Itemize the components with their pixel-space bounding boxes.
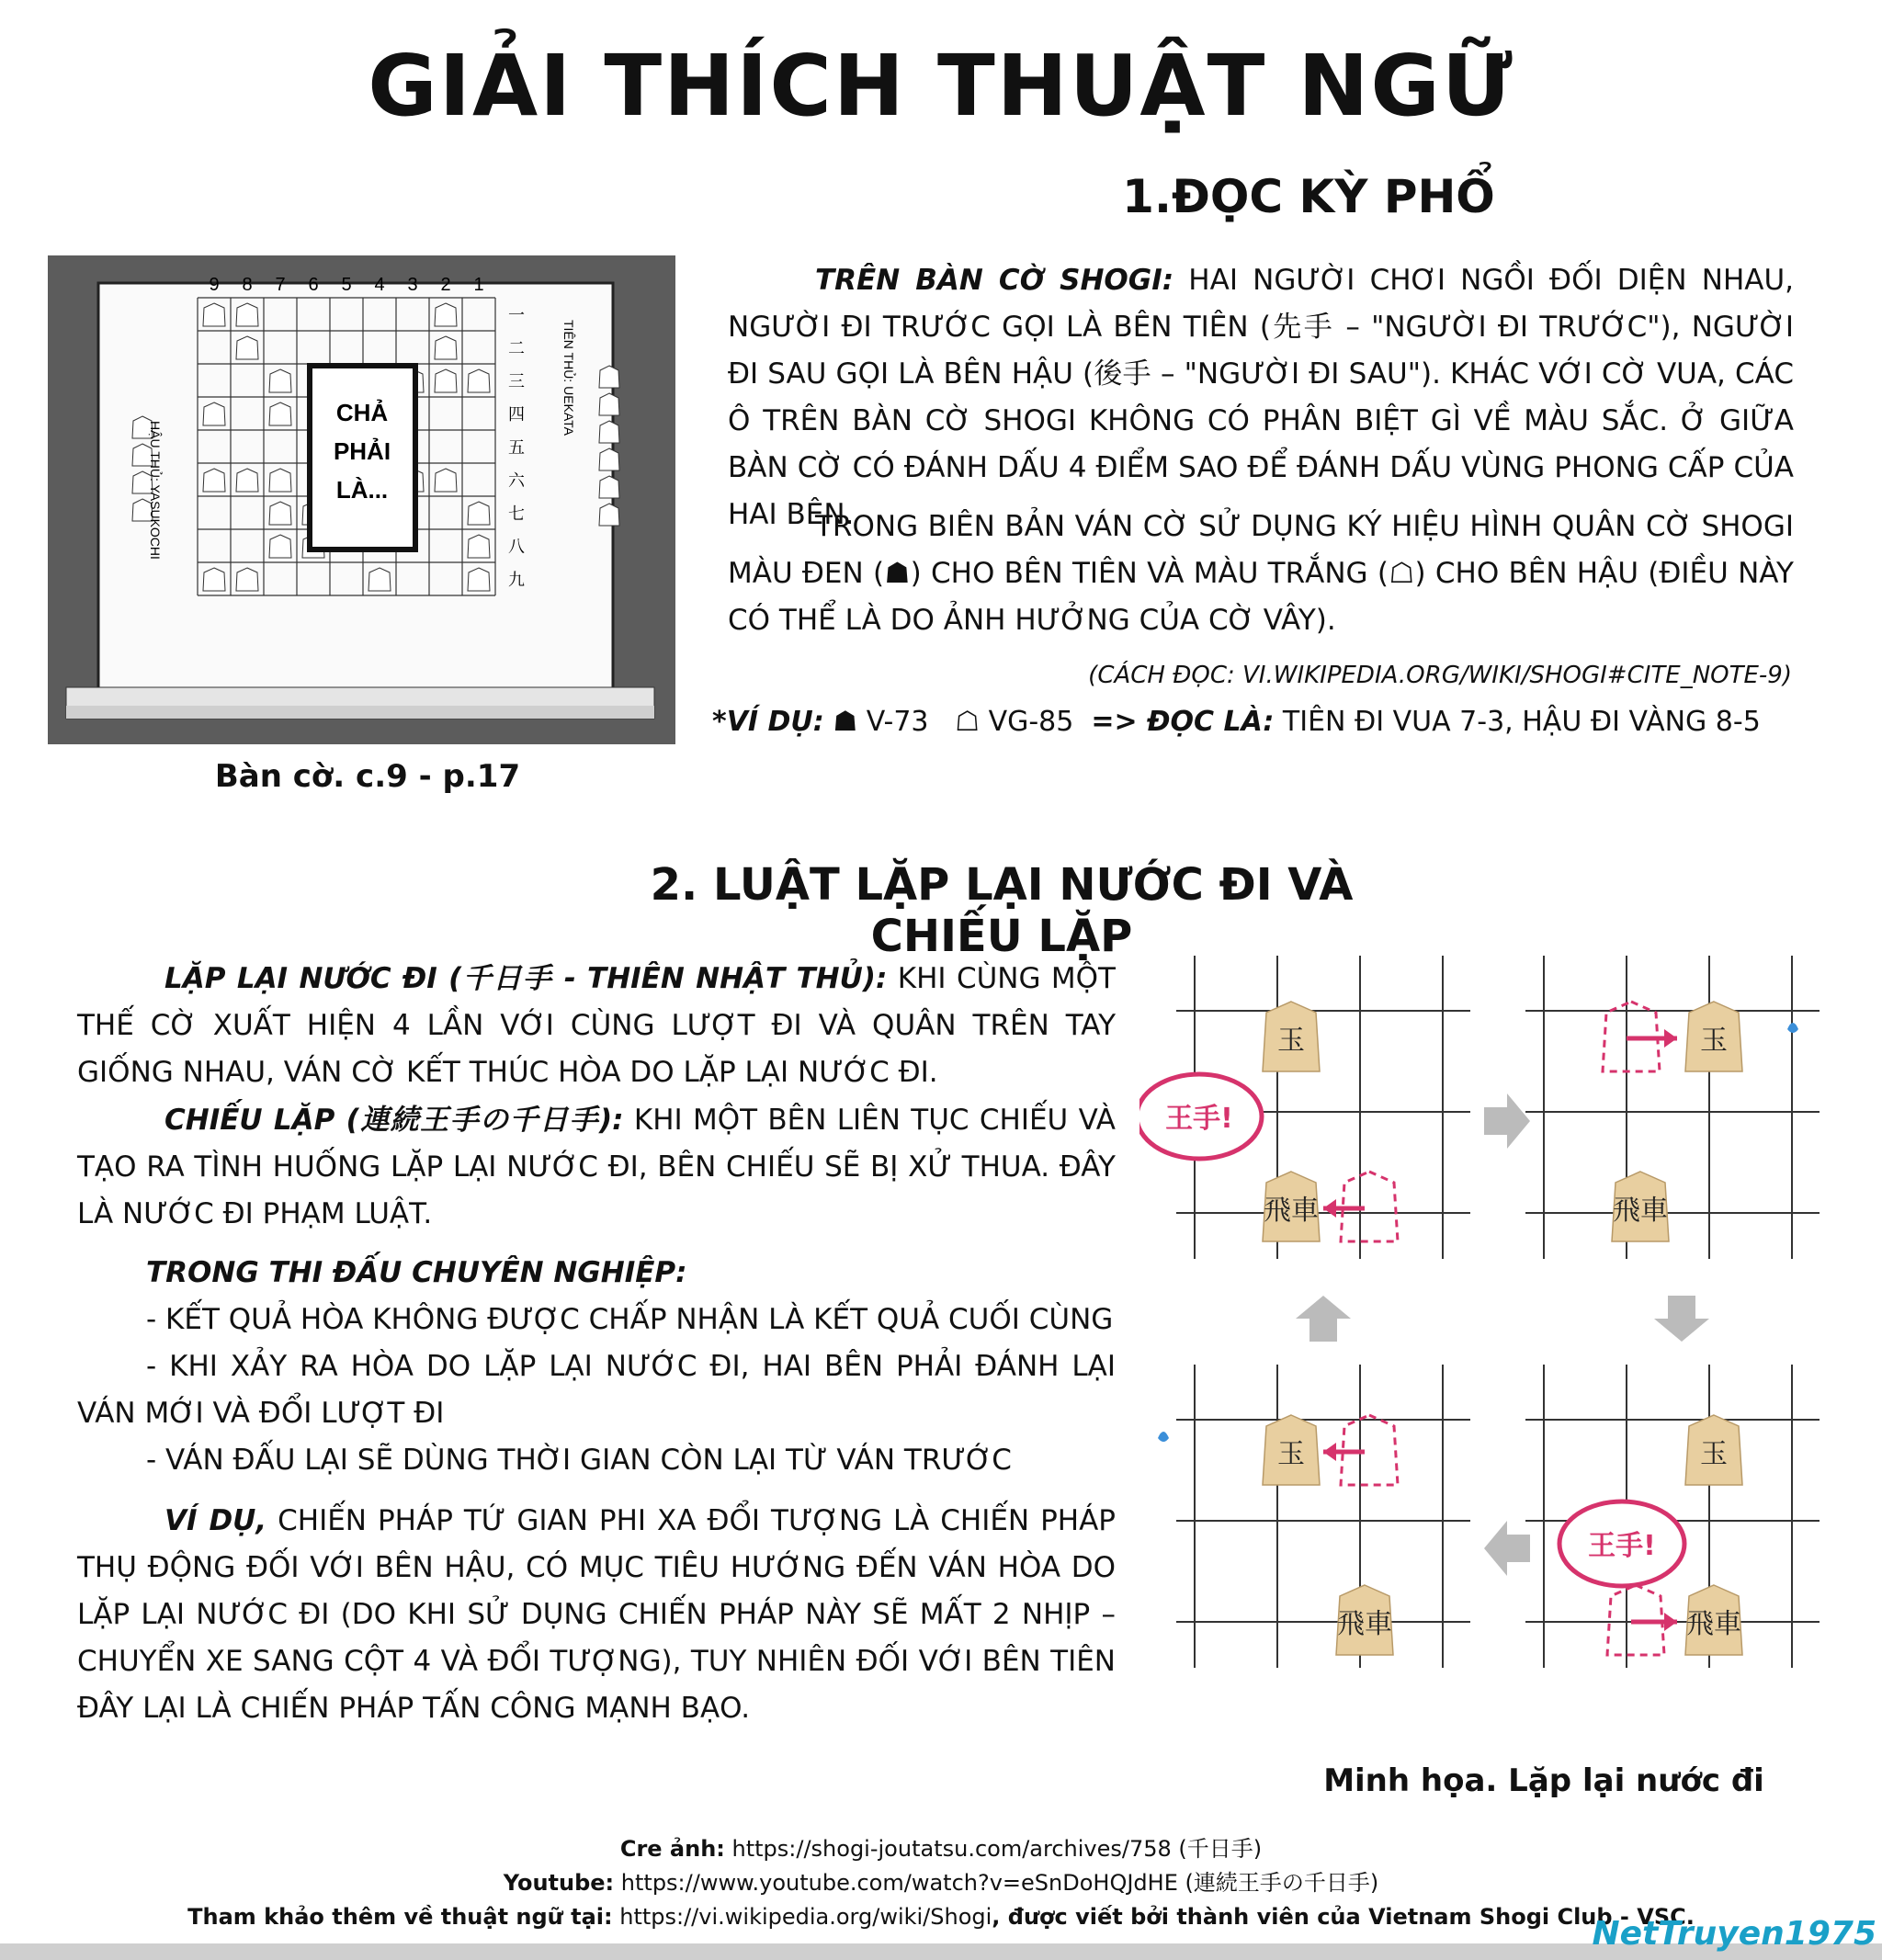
s2-p2-lead: CHIẾU LẶP (連続王手の千日手): (164, 1104, 624, 1137)
board-piece (368, 568, 391, 591)
diagram-caption: Minh họa. Lặp lại nước đi (1323, 1762, 1764, 1799)
page-title: GIẢI THÍCH THUẬT NGỮ (368, 37, 1514, 135)
arrow-head (1664, 1613, 1677, 1631)
board-file-label: 7 (275, 275, 286, 295)
board-rank-label: 二 (508, 339, 525, 358)
diagram-panel (1176, 1365, 1470, 1668)
example-arrow: => ĐỌC LÀ: (1091, 706, 1275, 738)
section2-paragraph-example (77, 1498, 1116, 1732)
section2-paragraph-1 (77, 956, 1116, 1096)
piece-label: 飛車 (1337, 1608, 1392, 1640)
board-file-label: 3 (407, 275, 418, 295)
example-result: TIÊN ĐI VUA 7-3, HẬU ĐI VÀNG 8-5 (1282, 706, 1761, 738)
diagram-panel (1525, 956, 1820, 1259)
example-white: ☖ VG-85 (955, 706, 1074, 738)
board-file-label: 4 (374, 275, 385, 295)
board-piece (269, 402, 291, 425)
credit-2-label: Youtube: (503, 1870, 615, 1896)
speech-line-1: CHẢ (335, 399, 389, 426)
board-piece (236, 336, 258, 359)
board-file-label: 8 (242, 275, 253, 295)
stand-piece (599, 476, 619, 498)
board-rank-label: 六 (508, 471, 525, 491)
section2-paragraph-2 (77, 1097, 1116, 1238)
credit-3-link[interactable]: https://vi.wikipedia.org/wiki/Shogi (612, 1904, 992, 1930)
credit-3-label: Tham khảo thêm về thuật ngữ tại: (187, 1904, 613, 1930)
board-file-label: 6 (308, 275, 319, 295)
shogi-piece (1685, 1002, 1742, 1071)
shogi-piece (1685, 1585, 1742, 1655)
piece-label: 飛車 (1686, 1608, 1741, 1640)
board-image (48, 255, 675, 744)
speech-line-2: PHẢI (333, 437, 391, 465)
flow-arrow-down (1654, 1296, 1709, 1342)
shogi-piece (1685, 1415, 1742, 1485)
board-rank-label: 三 (508, 372, 525, 391)
piece-label: 玉 (1277, 1025, 1305, 1057)
pro-item: - VÁN ĐẤU LẠI SẼ DÙNG THỜI GIAN CÒN LẠI TỪ VÁN TRƯỚC (146, 1444, 1012, 1477)
arrow-head (1323, 1443, 1336, 1461)
board-piece (269, 369, 291, 392)
example-black: ☗ V-73 (833, 706, 929, 738)
board-piece (236, 303, 258, 326)
repetition-diagram (1139, 946, 1820, 1737)
board-piece (203, 568, 225, 591)
flow-arrow-up (1296, 1296, 1351, 1342)
arrow-head (1323, 1199, 1336, 1218)
p1-text: HAI NGƯỜI CHƠI NGỒI ĐỐI DIỆN NHAU, NGƯỜI ĐI TRƯỚC GỌI LÀ BÊN TIÊN (先手 – "NGƯỜI ĐI TRƯỚC"), NGƯỜI ĐI SAU GỌI LÀ BÊN HẬU (後手 – "NGƯỜI ĐI SAU"). KHÁC VỚI CỜ VUA, CÁC Ô TRÊN BÀN CỜ SHOGI KHÔNG CÓ PHÂN BIỆT GÌ VỀ MÀU SẮC. Ở GIỮA BÀN CỜ CÓ ĐÁNH DẤU 4 ĐIỂM SAO ĐỂ ĐÁNH DẤU VÙNG PHONG CẤP CỦA HAI BÊN. (728, 264, 1795, 531)
speech-line-3: LÀ... (335, 476, 389, 504)
shogi-piece (1263, 1415, 1320, 1485)
check-label: 王手! (1588, 1530, 1656, 1562)
pro-item: - KHI XẢY RA HÒA DO LẶP LẠI NƯỚC ĐI, HAI BÊN PHẢI ĐÁNH LẠI VÁN MỚI VÀ ĐỔI LƯỢT ĐI (77, 1350, 1116, 1430)
board-piece (203, 469, 225, 492)
sweat-drop (1158, 1432, 1169, 1442)
board-rank-label: 一 (508, 306, 525, 325)
flow-arrow-right (1484, 1093, 1530, 1149)
board-file-label: 9 (209, 275, 220, 295)
section1-heading: 1.ĐỌC KỲ PHỔ (1122, 170, 1495, 223)
credit-3-tail: , được viết bởi thành viên của Vietnam Shogi Club - VSC. (992, 1904, 1695, 1930)
board-piece (468, 369, 490, 392)
board-rank-label: 四 (508, 405, 525, 425)
board-piece (236, 469, 258, 492)
watermark-logo: NetTruyen1975 (1592, 1915, 1876, 1953)
board-piece (236, 568, 258, 591)
shogi-piece (1263, 1172, 1320, 1241)
flow-arrow-left (1484, 1521, 1530, 1576)
board-piece (203, 303, 225, 326)
piece-label: 玉 (1277, 1438, 1305, 1470)
board-rank-label: 七 (508, 504, 525, 524)
board-rank-label: 九 (508, 571, 525, 590)
pro-lead: TRONG THI ĐẤU CHUYÊN NGHIỆP: (146, 1256, 687, 1289)
section1-paragraph-1 (728, 257, 1794, 538)
board-piece (269, 502, 291, 525)
board-piece (435, 336, 457, 359)
board-file-label: 2 (440, 275, 451, 295)
example-line (712, 698, 1870, 745)
pro-block (77, 1250, 1116, 1484)
pro-item: - KẾT QUẢ HÒA KHÔNG ĐƯỢC CHẤP NHẬN LÀ KẾT QUẢ CUỐI CÙNG (146, 1303, 1114, 1336)
sweat-drop (1787, 1023, 1798, 1033)
board-caption: Bàn cờ. c.9 - p.17 (214, 758, 521, 795)
board-piece (468, 568, 490, 591)
section1-paragraph-2 (728, 504, 1794, 644)
arrow-head (1664, 1029, 1677, 1048)
s2-p2-text: KHI MỘT BÊN LIÊN TỤC CHIẾU VÀ TẠO RA TÌNH HUỐNG LẶP LẠI NƯỚC ĐI, BÊN CHIẾU SẼ BỊ XỬ THUA. ĐÂY LÀ NƯỚC ĐI PHẠM LUẬT. (77, 1104, 1116, 1230)
s2-p1-text: KHI CÙNG MỘT THẾ CỜ XUẤT HIỆN 4 LẦN VỚI CÙNG LƯỢT ĐI VÀ QUÂN TRÊN TAY GIỐNG NHAU, VÁN CỜ KẾT THÚC HÒA DO LẶP LẠI NƯỚC ĐI. (77, 962, 1116, 1089)
piece-label: 玉 (1700, 1438, 1728, 1470)
check-label: 王手! (1165, 1103, 1233, 1135)
s2-p1-lead: LẶP LẠI NƯỚC ĐI (千日手 - THIÊN NHẬT THỦ): (164, 962, 888, 995)
board-file-label: 5 (341, 275, 352, 295)
board-piece (269, 469, 291, 492)
board-rank-label: 八 (508, 538, 525, 557)
stand-piece (599, 448, 619, 470)
ex-lead: VÍ DỤ, (164, 1504, 267, 1537)
board-piece (269, 535, 291, 558)
board-piece (435, 369, 457, 392)
board-piece (435, 303, 457, 326)
credit-1-label: Cre ảnh: (619, 1836, 725, 1862)
piece-label: 飛車 (1613, 1195, 1668, 1227)
board-rank-label: 五 (508, 438, 525, 458)
left-player-label: HẬU THỦ: YASUKOCHI (148, 421, 163, 560)
shogi-piece (1263, 1002, 1320, 1071)
board-piece (203, 402, 225, 425)
piece-label: 玉 (1700, 1025, 1728, 1057)
shogi-piece (1336, 1585, 1393, 1655)
shogi-piece (1612, 1172, 1669, 1241)
board-piece (468, 535, 490, 558)
piece-label: 飛車 (1264, 1195, 1319, 1227)
stand-piece (599, 504, 619, 526)
board-piece (435, 469, 457, 492)
ex-text: CHIẾN PHÁP TỨ GIAN PHI XA ĐỔI TƯỢNG LÀ CHIẾN PHÁP THỤ ĐỘNG ĐỐI VỚI BÊN HẬU, CÓ MỤC TIÊU HƯỚNG ĐẾN VÁN HÒA DO LẶP LẠI NƯỚC ĐI (DO KHI SỬ DỤNG CHIẾN PHÁP NÀY SẼ MẤT 2 NHỊP – CHUYỂN XE SANG CỘT 4 VÀ ĐỔI TƯỢNG), TUY NHIÊN ĐỐI VỚI BÊN TIÊN ĐÂY LẠI LÀ CHIẾN PHÁP TẤN CÔNG MẠNH BẠO. (77, 1504, 1116, 1725)
p1-lead: TRÊN BÀN CỜ SHOGI: (815, 264, 1174, 297)
right-player-label: TIÊN THỦ: UEKATA (561, 320, 576, 436)
board-piece (468, 502, 490, 525)
p2-text: TRONG BIÊN BẢN VÁN CỜ SỬ DỤNG KÝ HIỆU HÌNH QUÂN CỜ SHOGI MÀU ĐEN (☗) CHO BÊN TIÊN VÀ MÀU TRẮNG (☖) CHO BÊN HẬU (ĐIỀU NÀY CÓ THỂ LÀ DO ẢNH HƯỞNG CỦA CỜ VÂY). (728, 510, 1794, 637)
credit-2-link[interactable]: https://www.youtube.com/watch?v=eSnDoHQJdHE (連続王手の千日手) (614, 1870, 1379, 1896)
board-file-label: 1 (473, 275, 484, 295)
section2-heading: 2. LUẬT LẶP LẠI NƯỚC ĐI VÀ CHIẾU LẶP (650, 859, 1354, 962)
stand-piece (599, 421, 619, 443)
credit-1-link[interactable]: https://shogi-joutatsu.com/archives/758 (千日手) (724, 1836, 1263, 1862)
example-lead: *VÍ DỤ: (712, 706, 824, 738)
reference-link[interactable]: (CÁCH ĐỌC: VI.WIKIPEDIA.ORG/WIKI/SHOGI#CITE_NOTE-9) (1088, 662, 1792, 689)
stand-piece (599, 366, 619, 388)
stand-piece (599, 393, 619, 415)
